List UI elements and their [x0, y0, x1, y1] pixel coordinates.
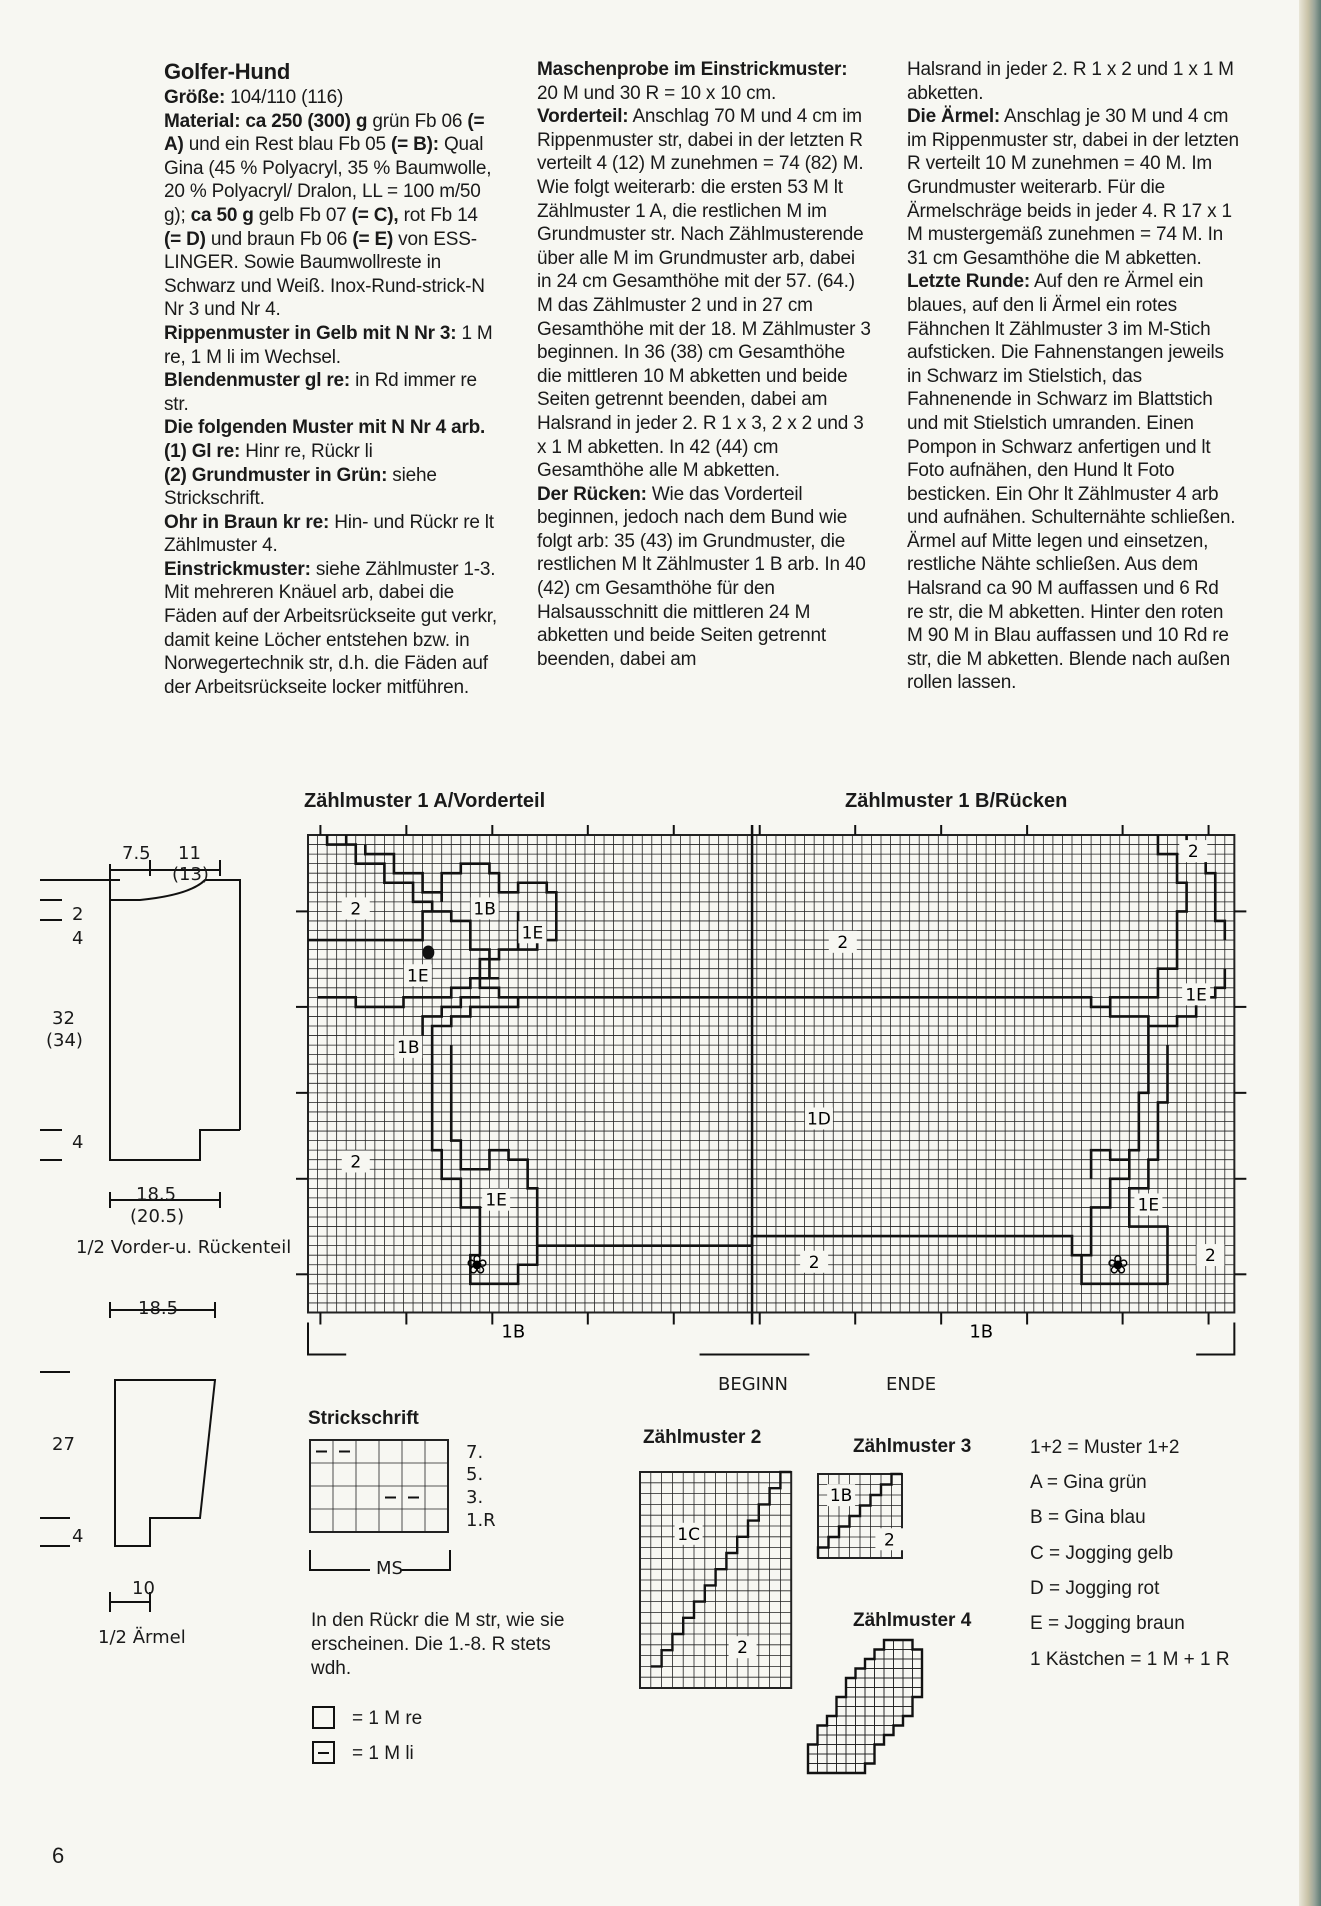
paragraph-heading: (= D) — [164, 228, 206, 250]
body-dim-bwb: (20.5) — [130, 1206, 185, 1227]
bow-mark-right: ❀ — [1106, 1250, 1129, 1281]
z2-label: 2 — [737, 1638, 749, 1659]
chart1-label: 1E — [485, 1190, 507, 1211]
z2-title: Zählmuster 2 — [643, 1427, 762, 1448]
paragraph — [907, 270, 1239, 695]
strickschrift-row-5: 5. — [466, 1464, 484, 1485]
article-title: Golfer-Hund — [164, 59, 291, 84]
paragraph-text: und ein Rest blau Fb 05 — [183, 134, 391, 156]
text-column-3 — [907, 58, 1239, 695]
strickschrift-row-1: 1.R — [466, 1510, 496, 1531]
sleeve-dim-bw: 10 — [132, 1578, 155, 1599]
chart1-begin-label: BEGINN — [718, 1374, 788, 1395]
paragraph-text: Anschlag je 30 M und 4 cm im Rippenmuster str, dabei in der letzten R verteilt 10 M zunehmen = 40 M. Im Grundmuster weiterarb. Für die Ärmelschräge beids in jeder 4. R 17 x 1 M mustergemäß zunehmen = 74 M. In 31 cm Gesamthöhe die M abketten. — [907, 106, 1239, 269]
z2-grid — [640, 1472, 810, 1702]
chart1-label: 1B — [397, 1037, 420, 1058]
page-number: 6 — [52, 1843, 65, 1868]
body-dim-w2b: (13) — [172, 864, 209, 885]
paragraph-heading: Größe: — [164, 87, 226, 108]
page-edge — [1299, 0, 1321, 1906]
body-dim-bw: 18.5 — [136, 1184, 177, 1205]
symbol-right-stitch — [312, 1706, 336, 1730]
chart1-label: 2 — [1205, 1246, 1216, 1267]
text-column-2 — [537, 58, 872, 671]
paragraph-text: und braun Fb 06 — [205, 228, 353, 250]
paragraph — [164, 110, 498, 322]
z3-title: Zählmuster 3 — [853, 1436, 972, 1457]
body-caption: 1/2 Vorder-u. Rückenteil — [76, 1237, 292, 1258]
z3-label: 1B — [829, 1486, 853, 1507]
strickschrift-grid — [310, 1440, 480, 1530]
chart1-label: 2 — [837, 932, 849, 953]
paragraph-text: von ESS-LINGER. Sowie Baumwollreste in Schwarz und Weiß. Inox-Rund-strick-N Nr 3 und Nr 4. — [164, 228, 485, 321]
paragraph-heading: Vorderteil: — [537, 106, 629, 128]
strickschrift-ms: MS — [376, 1558, 403, 1579]
chart1-label: 1E — [407, 966, 429, 987]
legend-item: C = Jogging gelb — [1030, 1543, 1174, 1564]
chart1-label: 2 — [808, 1252, 820, 1273]
legend-item: 1 Kästchen = 1 M + 1 R — [1030, 1649, 1230, 1670]
chart1-label: 2 — [1187, 842, 1199, 863]
paragraph-text: rot Fb 14 — [398, 204, 478, 226]
chart1-grid — [280, 820, 1240, 1360]
legend-item: B = Gina blau — [1030, 1507, 1146, 1528]
symbol-left-stitch — [312, 1741, 336, 1765]
chart1-label: 1B — [473, 899, 496, 920]
paragraph — [164, 86, 498, 110]
paragraph-heading: Die folgenden Muster mit N Nr 4 arb. — [164, 417, 486, 439]
chart1-cells — [308, 835, 1234, 1313]
paragraph-heading: Die Ärmel: — [907, 106, 1001, 128]
sleeve-caption: 1/2 Ärmel — [98, 1627, 186, 1648]
paragraph-text: Qual Gina (45 % Polyacryl, 35 % Baumwolle, 20 % Polyacryl/ Dralon, LL = 100 m/50 g); — [164, 134, 492, 226]
bow-mark-left: ❀ — [466, 1250, 488, 1281]
paragraph-heading: Maschenprobe im Einstrickmuster: — [537, 59, 848, 80]
strickschrift-note-3: wdh. — [311, 1658, 352, 1679]
paragraph-text: gelb Fb 07 — [253, 204, 352, 226]
dog-eye-mark — [422, 945, 434, 959]
chart1-label: 1B — [969, 1321, 994, 1343]
chart1-label: 1E — [1137, 1195, 1160, 1216]
z3-grid — [818, 1474, 908, 1564]
chart1-label: 2 — [350, 1152, 362, 1173]
body-dim-w2: 11 — [178, 843, 201, 864]
paragraph-text: siehe Strickschrift. — [164, 464, 437, 510]
paragraph-heading: Letzte Runde: — [907, 271, 1031, 293]
body-dim-h3: 32 — [52, 1008, 75, 1029]
paragraph-text: Hin- und Rückr re lt Zählmuster 4. — [164, 511, 494, 557]
strickschrift-note-2: erscheinen. Die 1.-8. R stets — [311, 1634, 551, 1655]
paragraph — [164, 511, 498, 558]
legend-item: A = Gina grün — [1030, 1472, 1147, 1493]
symbol-right-label: = 1 M re — [352, 1708, 423, 1729]
paragraph-heading: ca 50 g — [190, 204, 254, 226]
legend-item: E = Jogging braun — [1030, 1613, 1185, 1634]
strickschrift-row-3: 3. — [466, 1487, 484, 1508]
sleeve-dim-h: 27 — [52, 1434, 75, 1455]
paragraph — [907, 105, 1239, 270]
z2-label: 1C — [677, 1524, 700, 1545]
paragraph — [164, 416, 498, 440]
paragraph — [537, 58, 872, 105]
strickschrift-cells — [310, 1440, 448, 1532]
paragraph-text: in Rd immer re str. — [164, 370, 477, 415]
paragraph-heading: (= A) — [164, 110, 485, 156]
chart1-label: 1D — [806, 1109, 831, 1130]
symbol-left-label: = 1 M li — [352, 1743, 414, 1764]
paragraph — [164, 440, 498, 464]
strickschrift-title: Strickschrift — [308, 1408, 419, 1429]
strickschrift-row-7: 7. — [466, 1442, 484, 1463]
paragraph — [164, 558, 498, 700]
sleeve-dim-top: 18.5 — [138, 1298, 179, 1319]
z4-title: Zählmuster 4 — [853, 1610, 972, 1631]
legend-item: D = Jogging rot — [1030, 1578, 1160, 1599]
chart1-label: 1B — [501, 1321, 526, 1343]
paragraph-heading: (1) Gl re: — [164, 440, 241, 462]
paragraph-heading: (= C), — [351, 204, 399, 226]
body-dim-h3b: (34) — [46, 1030, 83, 1051]
paragraph-text: Anschlag 70 M und 4 cm im Rippenmuster str, dabei in der letzten R verteilt 4 (12) M zunehmen = 74 (82) M. Wie folgt weiterarb: die ersten 53 M lt Zählmuster 1 A, die restlichen M im Grundmuster str. Nach Zählmusterende über alle M im Grundmuster arb, dabei in 24 cm Gesamthöhe mit der 57. (64.) M das Zählmuster 2 und in 27 cm Gesamthöhe mit der 18. M Zählmuster 3 beginnen. In 36 (38) cm Gesamthöhe die mittleren 10 M abketten und beide Seiten getrennt beenden, dabei am Halsrand in jeder 2. R 1 x 3, 2 x 2 und 3 x 1 M abketten. In 42 (44) cm Gesamthöhe alle M abketten. — [537, 106, 871, 482]
paragraph-heading: (= E) — [352, 228, 394, 250]
text-column-1 — [164, 58, 498, 699]
paragraph-text: siehe Zählmuster 1-3. Mit mehreren Knäuel arb, dabei die Fäden auf der Arbeitsrückseite gut verkr, damit keine Löcher entstehen bzw. in Norwegertechnik str, d.h. die Fäden auf der Arbeitsrückseite locker mitführen. — [164, 558, 497, 698]
paragraph-text: grün Fb 06 — [367, 110, 468, 132]
sleeve-schematic — [40, 1300, 270, 1620]
paragraph-heading: Einstrickmuster: — [164, 558, 311, 580]
body-dim-w1: 7.5 — [122, 843, 151, 864]
paragraph — [164, 369, 498, 416]
paragraph-text: Wie das Vorderteil beginnen, jedoch nach dem Bund wie folgt arb: 35 (43) im Grundmuster, die restlichen M lt Zählmuster 1 B arb. In 40 (42) cm Gesamthöhe für den Halsausschnitt die mittleren 24 M abketten und beide Seiten getrennt beenden, dabei am — [537, 483, 866, 670]
sleeve-dim-cuff: 4 — [72, 1526, 84, 1547]
paragraph-heading: Ohr in Braun kr re: — [164, 511, 330, 533]
strickschrift-note-1: In den Rückr die M str, wie sie — [311, 1610, 565, 1631]
paragraph — [907, 58, 1239, 105]
chart1-label: 1E — [1185, 985, 1207, 1006]
paragraph-text: Halsrand in jeder 2. R 1 x 2 und 1 x 1 M abketten. — [907, 59, 1234, 104]
legend-item: 1+2 = Muster 1+2 — [1030, 1437, 1180, 1458]
paragraph-heading: Rippenmuster in Gelb mit N Nr 3: — [164, 322, 457, 344]
chart1-end-label: ENDE — [886, 1374, 937, 1395]
paragraph-heading: (2) Grundmuster in Grün: — [164, 464, 388, 486]
paragraph-text: Hinr re, Rückr li — [240, 440, 373, 462]
paragraph — [537, 483, 872, 672]
chart1-begin-end-line — [308, 1323, 1234, 1355]
body-dim-h2: 4 — [72, 928, 84, 949]
paragraph-text: 1 M re, 1 M li im Wechsel. — [164, 322, 493, 368]
z4-grid — [808, 1640, 948, 1780]
chart1a-title: Zählmuster 1 A/Vorderteil — [304, 790, 546, 812]
z3-label: 2 — [883, 1530, 895, 1551]
paragraph-heading: Der Rücken: — [537, 483, 647, 505]
paragraph-heading: Material: ca 250 (300) g — [164, 110, 368, 132]
paragraph — [164, 464, 498, 511]
paragraph-heading: (= B): — [390, 134, 439, 156]
chart1-label: 1E — [521, 923, 544, 944]
paragraph-heading: Blendenmuster gl re: — [164, 370, 351, 392]
paragraph-text: 20 M und 30 R = 10 x 10 cm. — [537, 82, 777, 104]
strickschrift-left-stitch-marks — [316, 1452, 419, 1498]
paragraph-text: Auf den re Ärmel ein blaues, auf den li Ärmel ein rotes Fähnchen lt Zählmuster 3 im M-Stich aufsticken. Die Fahnenstangen jeweils in Schwarz im Stielstich, das Fahnenende in Schwarz im Blattstich und mit Stielstich umranden. Einen Pompon in Schwarz anfertigen und lt Foto aufnähen, den Hund lt Foto besticken. Ein Ohr lt Zählmuster 4 arb und aufnähen. Schulternähte schließen. Ärmel auf Mitte legen und einsetzen, restliche Nähte schließen. Aus dem Halsrand ca 90 M auffassen und 6 Rd re str, die M abketten. Hinter den roten M 90 M in Blau auffassen und 10 Rd re str, die M abketten. Blende nach außen rollen lassen. — [907, 271, 1236, 694]
body-dim-h1: 2 — [72, 904, 84, 925]
paragraph — [164, 322, 498, 369]
chart1-label: 2 — [350, 899, 362, 920]
body-dim-h4: 4 — [72, 1132, 84, 1153]
chart1b-title: Zählmuster 1 B/Rücken — [845, 790, 1068, 812]
paragraph — [537, 105, 872, 483]
paragraph-text: 104/110 (116) — [225, 87, 344, 108]
